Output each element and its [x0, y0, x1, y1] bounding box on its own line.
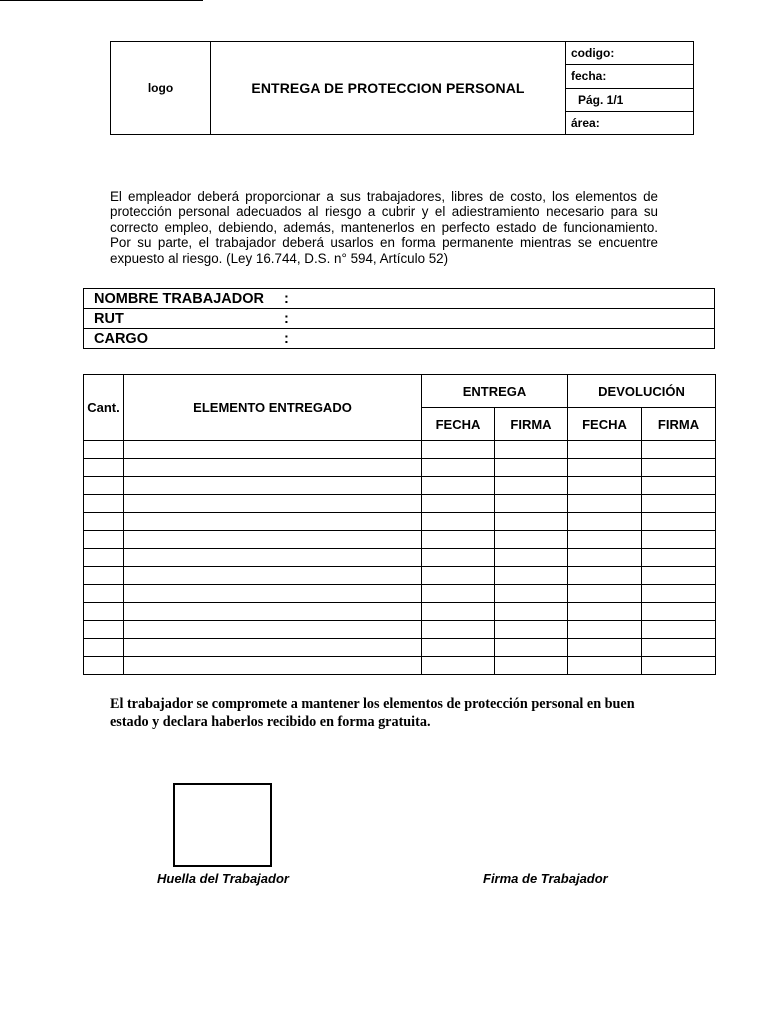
table-cell: [84, 513, 124, 531]
table-cell: [568, 459, 642, 477]
table-row: [84, 603, 716, 621]
table-row: [84, 549, 716, 567]
table-row: [84, 459, 716, 477]
table-cell: [84, 459, 124, 477]
table-cell: [124, 459, 422, 477]
table-cell: [422, 549, 495, 567]
table-cell: [642, 441, 716, 459]
table-row: [84, 477, 716, 495]
table-cell: [84, 567, 124, 585]
table-cell: [422, 639, 495, 657]
col-header-entrega-fecha: FECHA: [422, 408, 495, 441]
table-cell: [422, 603, 495, 621]
table-cell: [84, 621, 124, 639]
table-cell: [568, 585, 642, 603]
table-cell: [568, 549, 642, 567]
commitment-statement: El trabajador se compromete a mantener los elementos de protección personal en buen estado y declara haberlos recibido en forma gratuita.: [110, 696, 635, 730]
items-table: [83, 374, 716, 675]
table-cell: [422, 621, 495, 639]
worker-rut-label: RUT: [94, 310, 124, 327]
table-row: [84, 639, 716, 657]
table-cell: [642, 549, 716, 567]
table-cell: [642, 477, 716, 495]
col-header-elemento: ELEMENTO ENTREGADO: [124, 375, 422, 441]
top-rule: [0, 0, 203, 1]
worker-cargo-label: CARGO: [94, 330, 148, 347]
table-cell: [84, 531, 124, 549]
table-cell: [84, 585, 124, 603]
table-cell: [642, 495, 716, 513]
table-cell: [124, 531, 422, 549]
table-cell: [642, 603, 716, 621]
table-cell: [568, 657, 642, 675]
table-cell: [422, 513, 495, 531]
table-cell: [642, 621, 716, 639]
table-cell: [568, 441, 642, 459]
fecha-field: fecha:: [566, 65, 694, 88]
table-cell: [495, 567, 568, 585]
table-cell: [124, 603, 422, 621]
table-cell: [124, 441, 422, 459]
table-cell: [124, 657, 422, 675]
table-row: [84, 621, 716, 639]
table-cell: [568, 603, 642, 621]
table-cell: [495, 585, 568, 603]
worker-name-label: NOMBRE TRABAJADOR: [94, 290, 264, 307]
table-cell: [495, 441, 568, 459]
table-cell: [84, 657, 124, 675]
table-cell: [495, 513, 568, 531]
worker-rut-row: [84, 309, 715, 329]
table-cell: [124, 495, 422, 513]
codigo-field: codigo:: [566, 42, 694, 65]
legal-notice: El empleador deberá proporcionar a sus trabajadores, libres de costo, los elementos de protección personal adecuados al riesgo a cubrir y el adiestramiento necesario para su correcto empleo, debiendo, además, mantenerlos en perfecto estado de funcionamiento. Por su parte, el trabajador deberá usarlos en forma permanente mientras se encuentre expuesto al riesgo. (Ley 16.744, D.S. n° 594, Artículo 52): [110, 189, 658, 266]
table-cell: [495, 549, 568, 567]
table-cell: [84, 495, 124, 513]
table-cell: [495, 639, 568, 657]
table-cell: [422, 531, 495, 549]
worker-cargo-row: [84, 329, 715, 349]
worker-info-table: [83, 288, 715, 349]
table-cell: [568, 567, 642, 585]
signature-label: Firma de Trabajador: [483, 871, 608, 886]
table-row: [84, 531, 716, 549]
col-header-devolucion-firma: FIRMA: [642, 408, 716, 441]
table-cell: [495, 495, 568, 513]
table-cell: [495, 459, 568, 477]
table-cell: [568, 513, 642, 531]
table-cell: [422, 477, 495, 495]
table-cell: [124, 513, 422, 531]
table-cell: [495, 477, 568, 495]
document-title: ENTREGA DE PROTECCION PERSONAL: [211, 42, 566, 135]
worker-name-row: [84, 289, 715, 309]
table-cell: [84, 441, 124, 459]
table-cell: [124, 639, 422, 657]
table-cell: [642, 585, 716, 603]
table-cell: [642, 513, 716, 531]
colon: :: [284, 330, 289, 347]
table-cell: [422, 585, 495, 603]
col-header-entrega: ENTREGA: [422, 375, 568, 408]
table-cell: [422, 495, 495, 513]
table-cell: [84, 603, 124, 621]
table-cell: [84, 639, 124, 657]
table-cell: [422, 567, 495, 585]
table-cell: [568, 477, 642, 495]
table-cell: [422, 459, 495, 477]
table-cell: [642, 531, 716, 549]
thumbprint-label: Huella del Trabajador: [157, 871, 289, 886]
table-cell: [84, 549, 124, 567]
table-row: [84, 441, 716, 459]
table-cell: [495, 603, 568, 621]
table-row: [84, 585, 716, 603]
document-header: [110, 41, 694, 135]
table-cell: [84, 477, 124, 495]
item-rows: [84, 441, 716, 675]
table-cell: [642, 639, 716, 657]
table-cell: [642, 459, 716, 477]
colon: :: [284, 310, 289, 327]
table-row: [84, 513, 716, 531]
table-cell: [124, 549, 422, 567]
area-field: área:: [566, 111, 694, 134]
table-cell: [568, 531, 642, 549]
page-number: Pág. 1/1: [566, 88, 694, 111]
table-cell: [422, 441, 495, 459]
table-cell: [642, 657, 716, 675]
table-cell: [124, 621, 422, 639]
col-header-devolucion: DEVOLUCIÓN: [568, 375, 716, 408]
table-cell: [422, 657, 495, 675]
table-cell: [495, 531, 568, 549]
table-row: [84, 567, 716, 585]
table-cell: [495, 657, 568, 675]
logo-placeholder: logo: [111, 42, 211, 135]
col-header-devolucion-fecha: FECHA: [568, 408, 642, 441]
table-cell: [124, 567, 422, 585]
table-cell: [568, 621, 642, 639]
thumbprint-box: [173, 783, 272, 867]
table-cell: [124, 585, 422, 603]
colon: :: [284, 290, 289, 307]
table-row: [84, 495, 716, 513]
table-cell: [642, 567, 716, 585]
table-row: [84, 657, 716, 675]
table-cell: [495, 621, 568, 639]
table-cell: [124, 477, 422, 495]
table-cell: [568, 639, 642, 657]
col-header-cant: Cant.: [84, 375, 124, 441]
table-cell: [568, 495, 642, 513]
col-header-entrega-firma: FIRMA: [495, 408, 568, 441]
